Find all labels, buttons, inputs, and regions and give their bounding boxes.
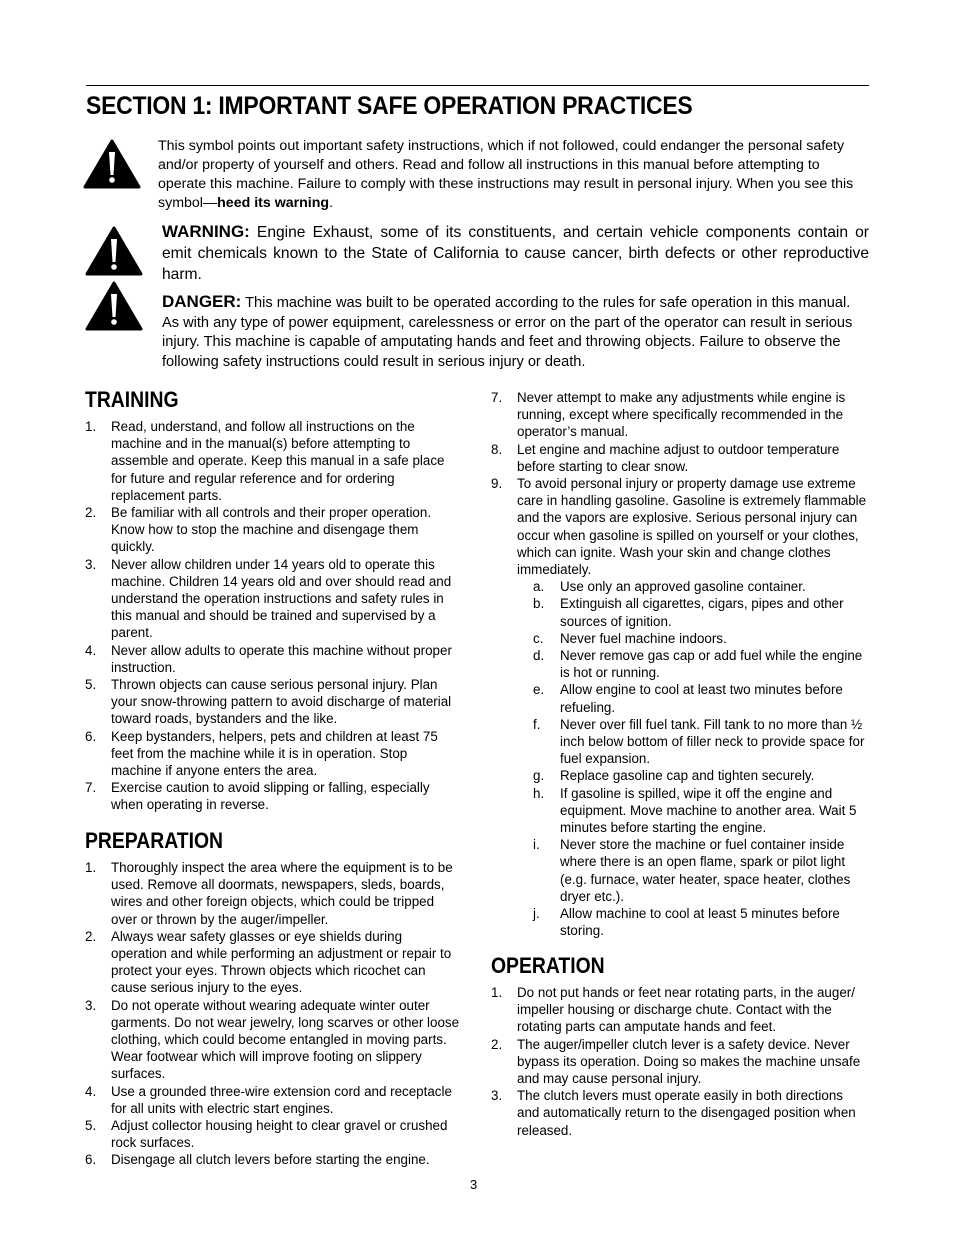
warning-paragraph (162, 221, 869, 285)
top-rule (86, 85, 869, 86)
sub-list-item: a. Use only an approved gasoline container. (533, 579, 806, 595)
list-item: 8. Let engine and machine adjust to outdoor temperature before starting to clear snow. (491, 441, 840, 474)
warning-triangle-icon (85, 226, 143, 276)
sub-list-item: b. Extinguish all cigarettes, cigars, pipes and other sources of ignition. (533, 596, 844, 629)
list-item: 3. The clutch levers must operate easily in both directions and automatically return to the disengaged position when released. (491, 1088, 856, 1138)
intro-end: . (329, 195, 334, 211)
sub-list-item: c. Never fuel machine indoors. (533, 630, 727, 646)
list-item: 1. Read, understand, and follow all instructions on the machine and in the manual(s) before attempting to assemble and operate. Keep this manual in a safe place for future and regular reference and for ordering replacement parts. (85, 419, 445, 503)
intro-bold-text: heed its warning (217, 195, 330, 211)
list-item: 5. Thrown objects can cause serious personal injury. Plan your snow-throwing pattern to avoid discharge of material toward roads, bystanders and the like. (85, 677, 452, 727)
operation-list (491, 984, 869, 1139)
preparation-list-continued (491, 389, 869, 940)
page-number: 3 (470, 1177, 478, 1192)
list-item: 1. Thoroughly inspect the area where the equipment is to be used. Remove all doormats, newspapers, sleds, boards, wires and other foreign objects, which could be tripped over or thrown by the auger/impeller. (85, 860, 453, 927)
danger-text: This machine was built to be operated according to the rules for safe operation in this manual. As with any type of power equipment, carelessness or error on the part of the operator can result in serious injury. This machine is capable of amputating hands and feet and throwing objects. Failure to observe the following safety instructions could result in serious injury or death. (162, 295, 853, 370)
preparation-list (85, 859, 461, 1169)
sub-list-item: f. Never over fill fuel tank. Fill tank to no more than ½ inch below bottom of filler neck to provide space for fuel expansion. (533, 716, 865, 767)
list-item: 3. Never allow children under 14 years old to operate this machine. Children 14 years old and over should read and understand the operation instructions and safety rules in this manual and should be trained and supervised by a parent. (85, 556, 452, 641)
danger-paragraph (162, 292, 869, 372)
sub-list-item: j. Allow machine to cool at least 5 minutes before storing. (533, 906, 840, 939)
training-heading: TRAINING (85, 387, 179, 412)
sub-list-item: h. If gasoline is spilled, wipe it off the engine and equipment. Move machine to another area. Wait 5 minutes before starting the engine. (533, 785, 857, 836)
list-item: 2. Be familiar with all controls and their proper operation. Know how to stop the machine and disengage them quickly. (85, 505, 432, 555)
list-item: 4. Use a grounded three-wire extension cord and receptacle for all units with electric start engines. (85, 1083, 452, 1116)
sub-list-item: i. Never store the machine or fuel container inside where there is an open flame, spark or pilot light (e.g. furnace, water heater, space heater, clothes dryer etc.). (533, 837, 851, 904)
list-item: 6. Keep bystanders, helpers, pets and children at least 75 feet from the machine while it is in operation. Stop machine if anyone enters the area. (85, 728, 438, 779)
list-item: 6. Disengage all clutch levers before starting the engine. (85, 1152, 430, 1168)
warning-triangle-icon (83, 139, 141, 189)
list-item: 9. To avoid personal injury or property damage use extreme care in handling gasoline. Gasoline is extremely flammable and the vapors are explosive. Serious personal injury can occur when gasoline is spilled on yourself or your clothes, which can ignite. Wash your skin and change clothes immediately. a. Use only an approved gasoline container. b. Extinguish all cigarettes, cigars, pipes and other sources of ignition. c. Never fuel machine indoors. d. Never remove gas cap or add fuel while the engine is hot or running. e. Allow engine to cool at least two minutes before refueling. f. Never over fill fuel tank. Fill tank to no more than ½ inch below bottom of filler neck to provide space for fuel expansion. g. Replace gasoline cap and tighten securely. h. If gasoline is spilled, wipe it off the engine and equipment. Move machine to another area. Wait 5 minutes before starting the engine. i. Never store the machine or fuel container inside where there is an open flame, spark or pilot light (e.g. furnace, water heater, space heater, clothes dryer etc.). j. Allow machine to cool at least 5 minutes before storing. (491, 475, 869, 939)
preparation-heading: PREPARATION (85, 828, 224, 853)
list-item: 7. Never attempt to make any adjustments while engine is running, except where specifically recommended in the operator’s manual. (491, 390, 846, 440)
list-item: 5. Adjust collector housing height to clear gravel or crushed rock surfaces. (85, 1118, 448, 1151)
training-list (85, 418, 461, 814)
warning-text: Engine Exhaust, some of its constituents, and certain vehicle components contain or emit chemicals known to the State of California to cause cancer, birth defects or other reproductive harm. (162, 224, 869, 283)
list-item: 1. Do not put hands or feet near rotating parts, in the auger/ impeller housing or discharge chute. Contact with the rotating parts can amputate hands and feet. (491, 985, 855, 1035)
warning-label: WARNING: (162, 222, 250, 241)
page-title: SECTION 1: IMPORTANT SAFE OPERATION PRACTICES (86, 92, 693, 120)
operation-heading: OPERATION (491, 953, 605, 978)
intro-paragraph (158, 137, 870, 213)
intro-text: This symbol points out important safety instructions, which if not followed, could endanger the personal safety and/or property of yourself and others. Read and follow all instructions in this manual before attempting to operate this machine. Failure to comply with these instructions may result in personal injury. When you see this symbol— (158, 138, 854, 211)
list-item: 2. Always wear safety glasses or eye shields during operation and while performing an adjustment or repair to protect your eyes. Thrown objects which ricochet can cause serious injury to the eyes. (85, 928, 452, 996)
list-item: 7. Exercise caution to avoid slipping or falling, especially when operating in reverse. (85, 780, 430, 813)
sub-list-item: d. Never remove gas cap or add fuel while the engine is hot or running. (533, 648, 863, 681)
danger-label: DANGER: (162, 292, 242, 311)
list-item: 3. Do not operate without wearing adequate winter outer garments. Do not wear jewelry, long scarves or other loose clothing, which could become entangled in moving parts. Wear footwear which will improve footing on slippery surfaces. (85, 997, 460, 1082)
list-item: 2. The auger/impeller clutch lever is a safety device. Never bypass its operation. Doing so makes the machine unsafe and may cause personal injury. (491, 1036, 861, 1087)
sub-list-item: e. Allow engine to cool at least two minutes before refueling. (533, 682, 843, 715)
danger-triangle-icon (85, 281, 143, 331)
gasoline-sublist (517, 578, 869, 939)
list-item: 4. Never allow adults to operate this machine without proper instruction. (85, 642, 452, 675)
sub-list-item: g. Replace gasoline cap and tighten securely. (533, 768, 815, 784)
